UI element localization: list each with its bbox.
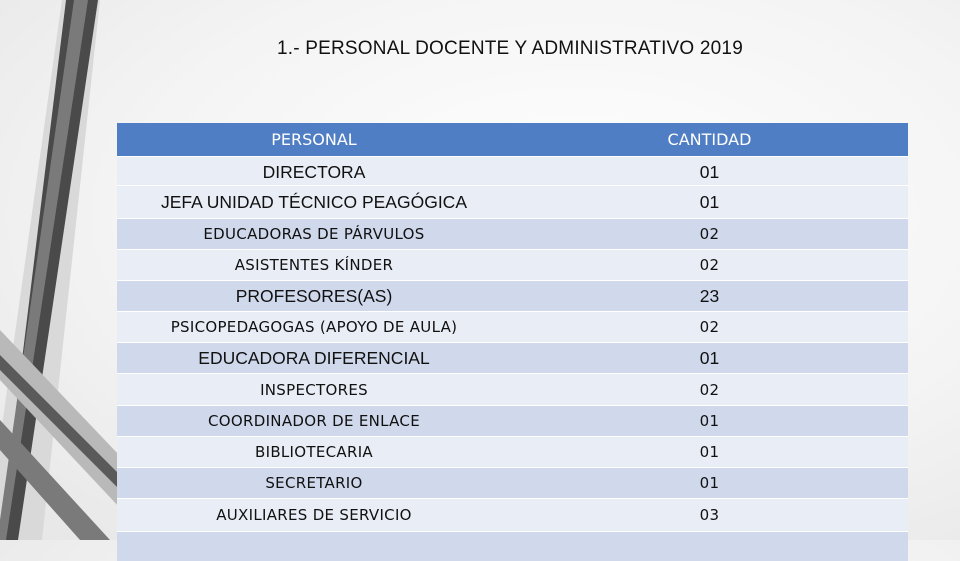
table-row — [117, 405, 908, 436]
table-row — [117, 467, 908, 498]
table-row — [117, 311, 908, 342]
staff-table — [117, 123, 908, 553]
cell-cantidad: 03 — [699, 506, 720, 524]
cell-cantidad: 01 — [699, 474, 720, 492]
cell-cantidad: 01 — [699, 443, 720, 461]
cell-personal: AUXILIARES DE SERVICIO — [216, 506, 412, 524]
cell-personal: DIRECTORA — [262, 162, 366, 182]
cell-cantidad-cut-off — [511, 532, 908, 561]
cell-cantidad: 02 — [699, 225, 720, 243]
cell-cantidad: 02 — [699, 380, 720, 399]
table-row — [117, 342, 908, 373]
cell-cantidad: 23 — [699, 285, 720, 306]
table-row — [117, 498, 908, 531]
cell-personal-cut-off — [117, 532, 511, 561]
cell-personal: COORDINADOR DE ENLACE — [208, 412, 420, 430]
cell-personal: JEFA UNIDAD TÉCNICO PEAGÓGICA — [161, 191, 467, 212]
cell-cantidad: 01 — [699, 347, 720, 368]
header-cantidad: CANTIDAD — [667, 130, 752, 149]
cell-personal: SECRETARIO — [265, 474, 363, 492]
cell-personal: ASISTENTES KÍNDER — [234, 256, 394, 274]
table-row — [117, 156, 908, 188]
cell-personal: INSPECTORES — [260, 380, 368, 399]
table-row — [117, 185, 908, 218]
table-row-cut-off — [117, 531, 908, 561]
table-row — [117, 373, 908, 405]
cell-personal: EDUCADORA DIFERENCIAL — [198, 347, 430, 368]
cell-cantidad: 02 — [699, 318, 720, 336]
table-row — [117, 249, 908, 280]
table-row — [117, 436, 908, 467]
page-title: 1.- PERSONAL DOCENTE Y ADMINISTRATIVO 2019 — [277, 38, 743, 59]
cell-cantidad: 01 — [699, 162, 720, 182]
cell-cantidad: 01 — [699, 191, 720, 212]
cell-personal: PSICOPEDAGOGAS (APOYO DE AULA) — [170, 318, 458, 336]
cell-personal: PROFESORES(AS) — [235, 285, 393, 306]
cell-cantidad: 01 — [699, 412, 720, 430]
table-header-row — [117, 123, 908, 156]
table-row — [117, 280, 908, 311]
header-personal: PERSONAL — [271, 130, 357, 149]
cell-cantidad: 02 — [699, 256, 720, 274]
cell-personal: EDUCADORAS DE PÁRVULOS — [203, 225, 425, 243]
cell-personal: BIBLIOTECARIA — [255, 443, 373, 461]
table-row — [117, 218, 908, 249]
